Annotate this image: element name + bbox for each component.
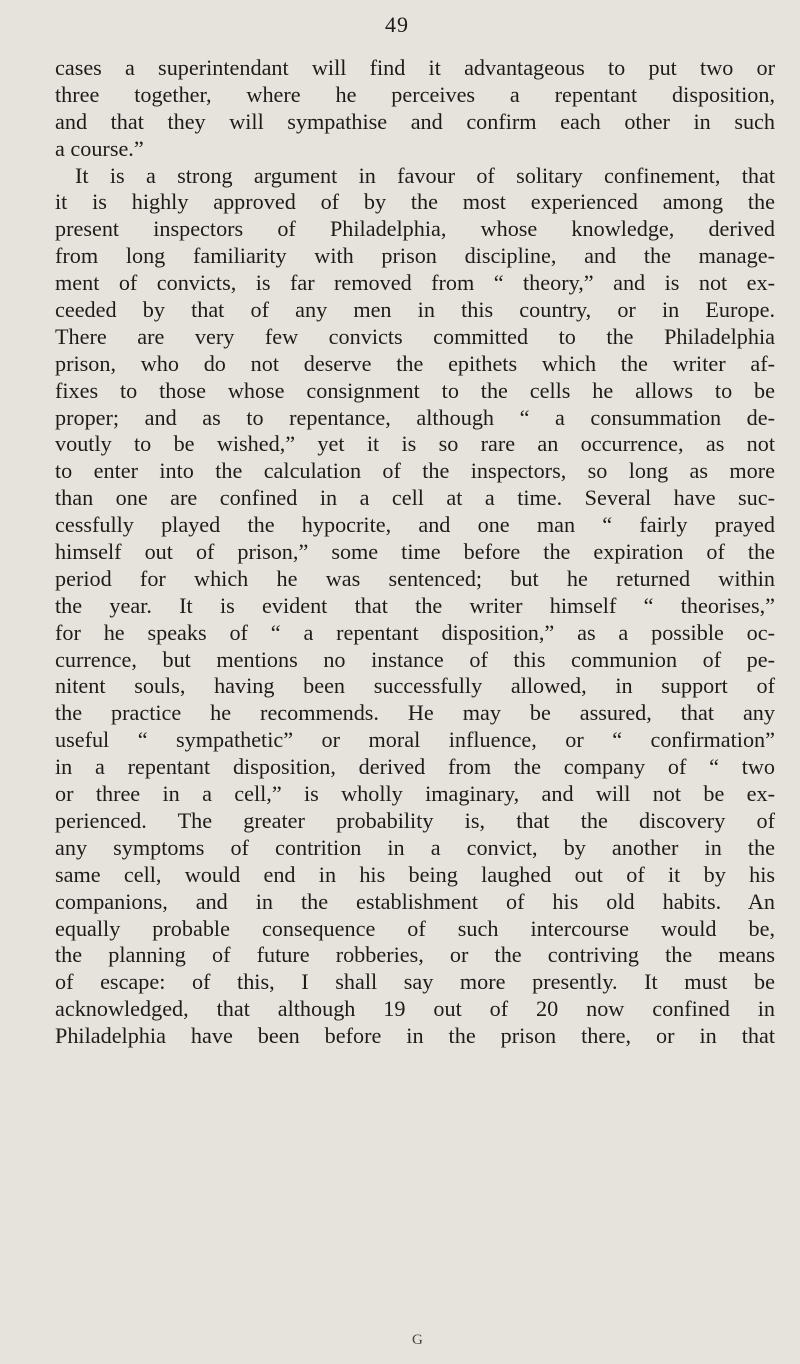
text-line: the planning of future robberies, or the contriving the means [55, 942, 775, 968]
text-line: companions, and in the establishment of his old habits. An [55, 888, 775, 914]
text-line: acknowledged, that although 19 out of 20 now confined in [55, 996, 775, 1022]
text-line: from long familiarity with prison discipline, and the manage- [55, 243, 775, 269]
text-line: useful “ sympathetic” or moral influence, or “ confirmation” [55, 727, 775, 753]
text-line: in a repentant disposition, derived from the company of “ two [55, 754, 775, 780]
text-line: same cell, would end in his being laughed out of it by his [55, 861, 775, 887]
text-line: the year. It is evident that the writer himself “ theorises,” [55, 592, 775, 618]
text-line: and that they will sympathise and confirm each other in such [55, 108, 775, 134]
text-line: or three in a cell,” is wholly imaginary, and will not be ex- [55, 781, 775, 807]
body-text [55, 55, 775, 1050]
text-line: fixes to those whose consignment to the cells he allows to be [55, 377, 775, 403]
text-line: cessfully played the hypocrite, and one man “ fairly prayed [55, 512, 775, 538]
text-line: the practice he recommends. He may be assured, that any [55, 700, 775, 726]
signature-mark: G [412, 1332, 423, 1348]
page-number: 49 [385, 12, 409, 37]
text-line: to enter into the calculation of the inspectors, so long as more [55, 458, 775, 484]
text-line: prison, who do not deserve the epithets which the writer af- [55, 350, 775, 376]
text-line: There are very few convicts committed to the Philadelphia [55, 323, 775, 349]
text-line: Philadelphia have been before in the prison there, or in that [55, 1023, 775, 1049]
text-line: than one are confined in a cell at a time. Several have suc- [55, 485, 775, 511]
text-line: a course.” [55, 135, 144, 161]
text-line: proper; and as to repentance, although “ a consummation de- [55, 404, 775, 430]
text-line: three together, where he perceives a repentant disposition, [55, 81, 775, 107]
text-line: equally probable consequence of such intercourse would be, [55, 915, 775, 941]
text-line: It is a strong argument in favour of solitary confinement, that [75, 162, 775, 188]
text-line: currence, but mentions no instance of this communion of pe- [55, 646, 775, 672]
text-line: ment of convicts, is far removed from “ theory,” and is not ex- [55, 270, 775, 296]
text-line: it is highly approved of by the most experienced among the [55, 189, 775, 215]
text-line: present inspectors of Philadelphia, whose knowledge, derived [55, 216, 775, 242]
text-line: period for which he was sentenced; but he returned within [55, 565, 775, 591]
text-line: nitent souls, having been successfully allowed, in support of [55, 673, 775, 699]
text-line: ceeded by that of any men in this country, or in Europe. [55, 297, 775, 323]
text-line: voutly to be wished,” yet it is so rare an occurrence, as not [55, 431, 775, 457]
text-line: perienced. The greater probability is, that the discovery of [55, 807, 775, 833]
text-line: himself out of prison,” some time before the expiration of the [55, 539, 775, 565]
text-line: any symptoms of contrition in a convict, by another in the [55, 834, 775, 860]
text-line: cases a superintendant will find it advantageous to put two or [55, 55, 775, 80]
text-line: for he speaks of “ a repentant disposition,” as a possible oc- [55, 619, 775, 645]
text-line: of escape: of this, I shall say more presently. It must be [55, 969, 775, 995]
